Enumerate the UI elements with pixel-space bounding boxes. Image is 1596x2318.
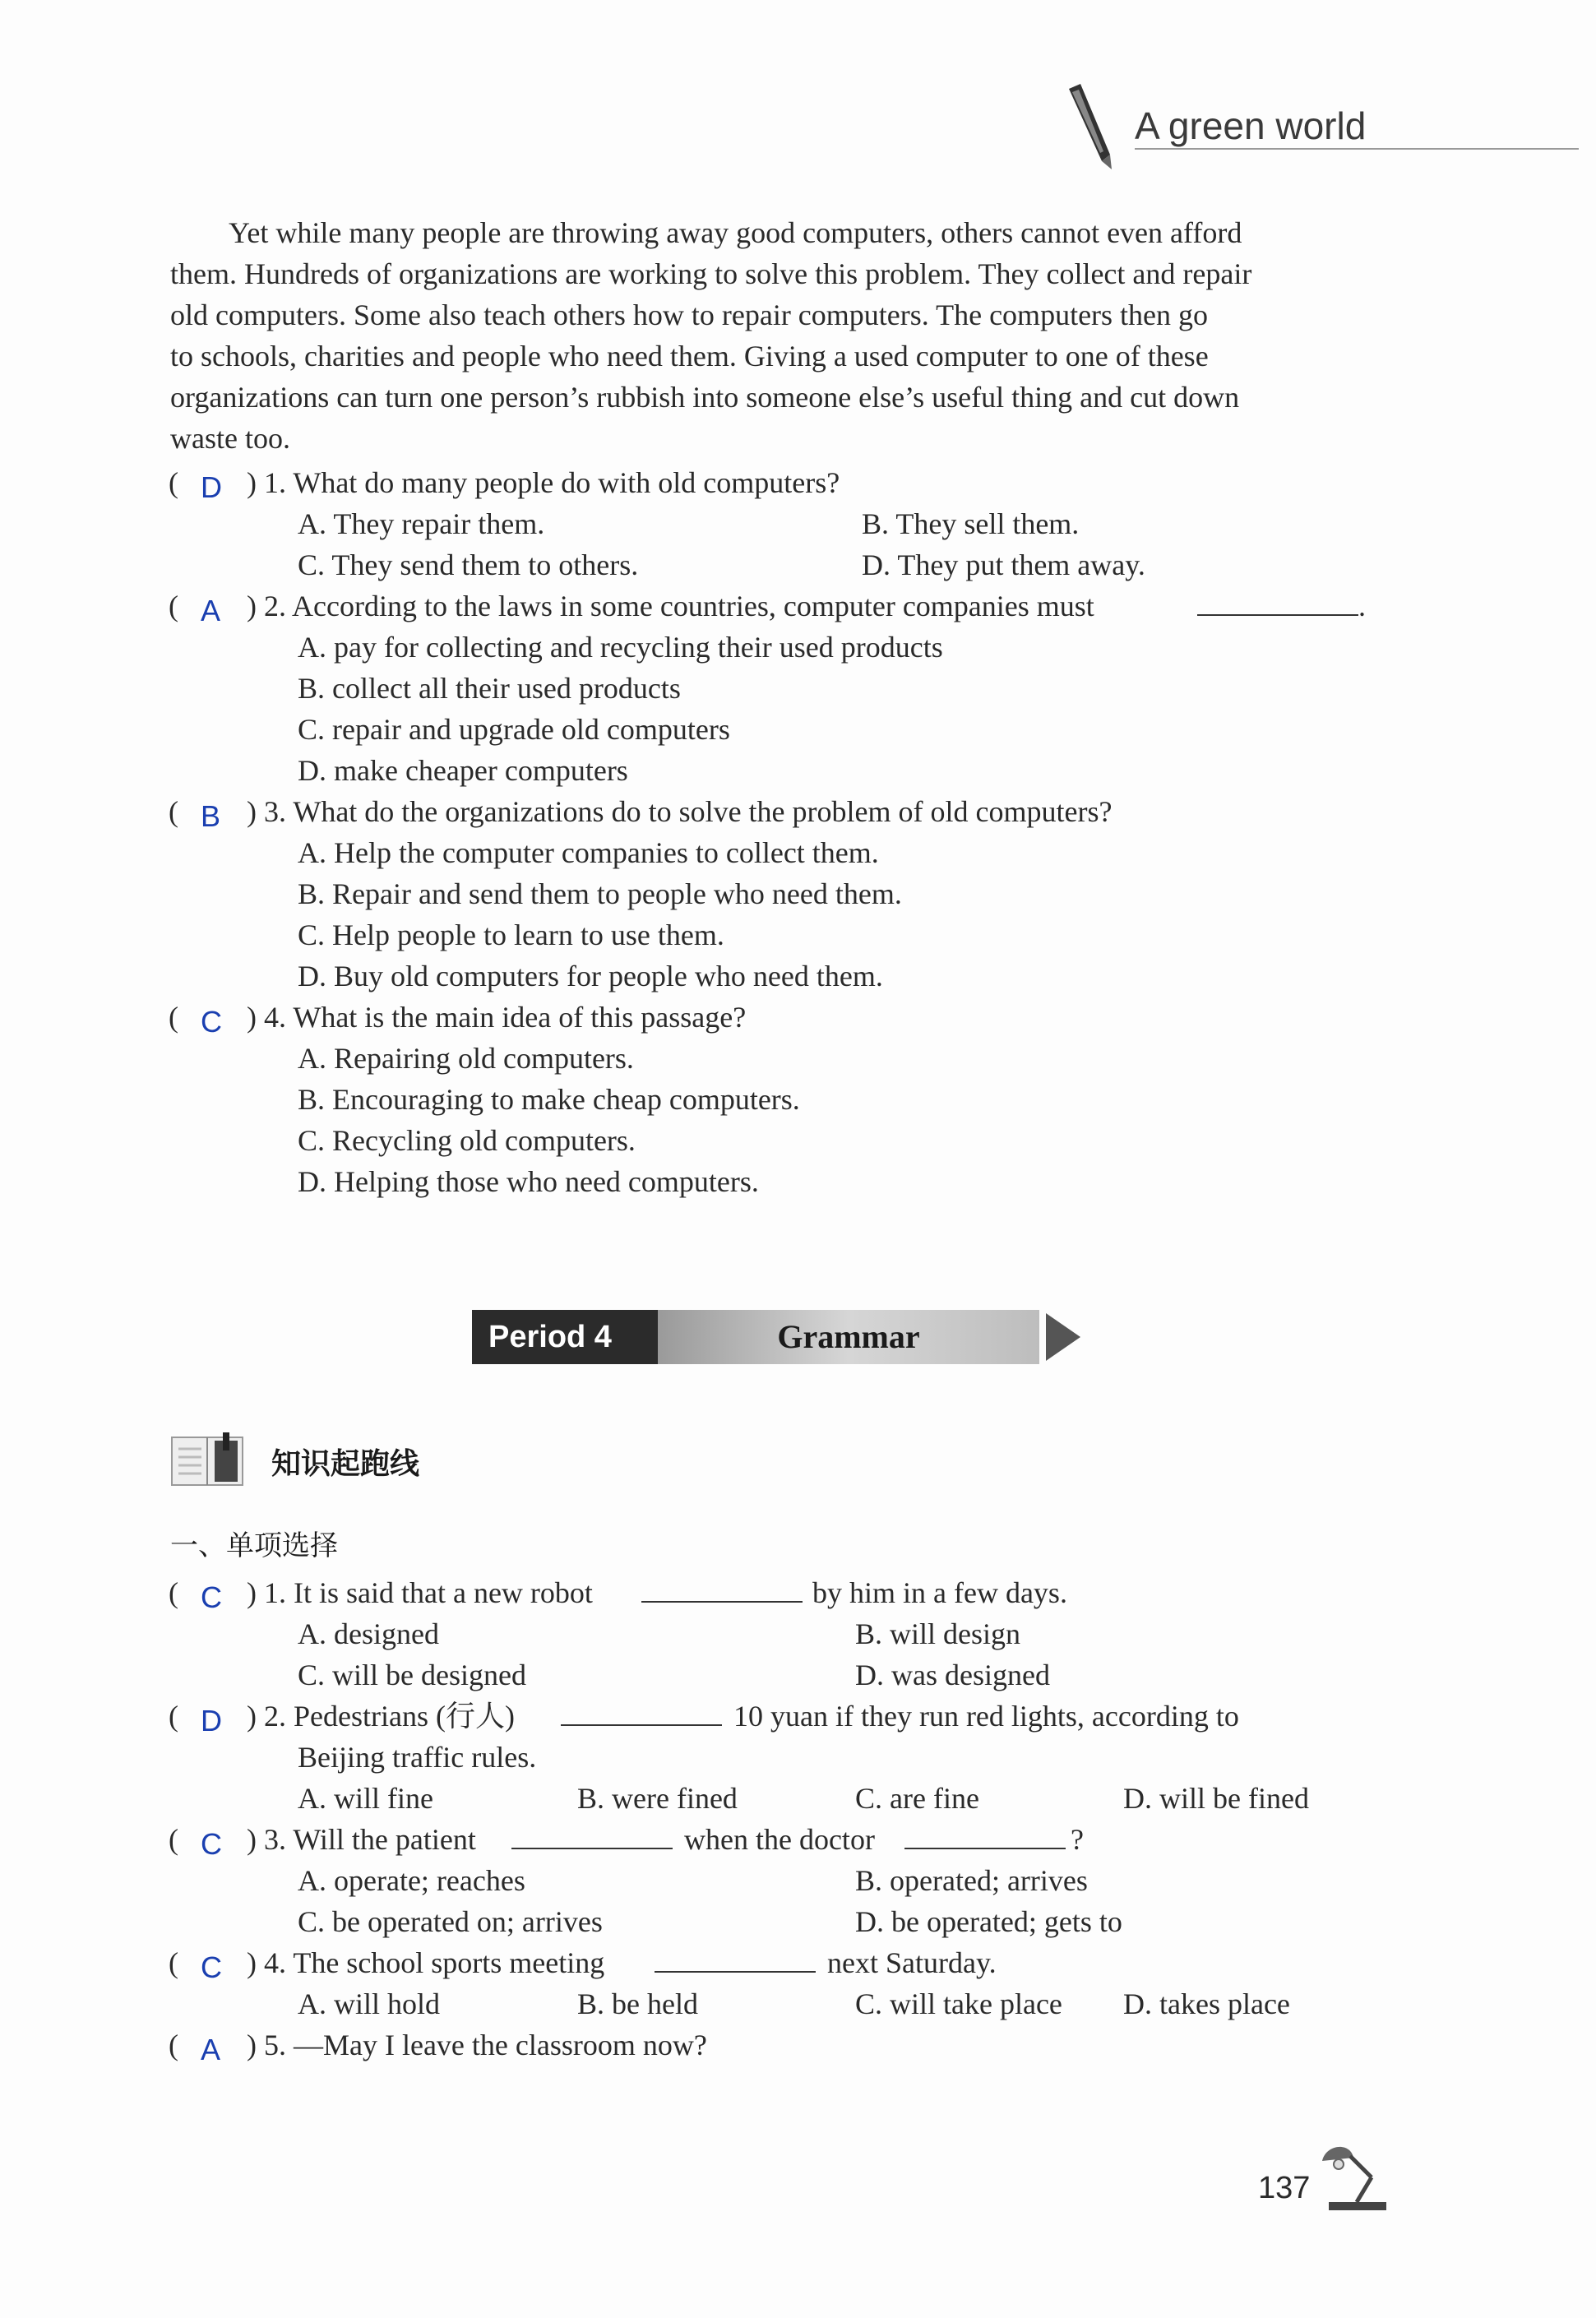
section-subtitle: 一、单项选择 [170,1529,338,1562]
option-c: C. are fine [855,1782,979,1815]
question-paren: ( [169,1946,178,1979]
option-a: A. designed [298,1617,439,1650]
option-c: C. will be designed [298,1659,526,1691]
question-paren: ( [169,590,178,622]
passage-line-4: to schools, charities and people who need them. Giving a used computer to one of these [170,340,1209,372]
option-b: B. will design [855,1617,1021,1650]
question-stem: ) 5. —May I leave the classroom now? [247,2029,707,2061]
answer-blank[interactable] [904,1819,1066,1860]
option-b: B. collect all their used products [298,672,681,705]
option-b: B. were fined [577,1782,738,1815]
section-title: 知识起跑线 [271,1447,420,1481]
question-stem-continued: Beijing traffic rules. [298,1741,537,1774]
question-paren: ( [169,1700,178,1733]
option-c: C. be operated on; arrives [298,1905,603,1938]
option-d: D. will be fined [1123,1782,1309,1815]
answer-blank[interactable] [511,1819,673,1860]
answer-mark: D [201,470,222,504]
option-d: D. Buy old computers for people who need them. [298,960,883,992]
answer-mark: A [201,2033,221,2066]
option-a: A. pay for collecting and recycling their used products [298,631,943,664]
question-stem: ) 3. Will the patient [247,1823,476,1856]
answer-mark: D [201,1704,222,1737]
book-icon [170,1431,246,1488]
passage-line-1: Yet while many people are throwing away good computers, others cannot even afford [229,216,1242,249]
question-stem-end: next Saturday. [827,1946,997,1979]
period-label: Period 4 [472,1310,658,1364]
option-a: A. Help the computer companies to collect them. [298,836,879,869]
period-banner [472,1310,1039,1364]
question-stem: ) 4. What is the main idea of this passage? [247,1001,747,1034]
option-a: A. will hold [298,1987,441,2020]
question-paren: ( [169,1576,178,1609]
passage-line-3: old computers. Some also teach others how to repair computers. The computers then go [170,298,1209,331]
question-stem-middle: when the doctor [684,1823,875,1856]
option-d: D. They put them away. [862,548,1145,581]
page-number: 137 [1258,2171,1311,2205]
option-d: D. make cheaper computers [298,754,628,787]
question-stem: ) 3. What do the organizations do to solve the problem of old computers? [247,795,1113,828]
desk-lamp-icon [1317,2136,1388,2215]
period-topic: Grammar [658,1310,1039,1364]
option-b: B. be held [577,1987,698,2020]
arrow-right-icon [1046,1313,1080,1361]
answer-mark: B [201,799,221,833]
question-stem-end: ? [1071,1823,1084,1856]
answer-blank[interactable] [655,1942,816,1983]
passage-line-5: organizations can turn one person’s rubbish into someone else’s useful thing and cut down [170,381,1240,414]
option-a: A. Repairing old computers. [298,1042,634,1075]
question-stem: ) 1. What do many people do with old computers? [247,466,840,499]
option-a: A. will fine [298,1782,433,1815]
header-title: A green world [1135,104,1367,147]
answer-mark: C [201,1950,222,1984]
answer-blank[interactable] [561,1696,722,1737]
option-c: C. Help people to learn to use them. [298,918,724,951]
question-paren: ( [169,795,178,828]
option-d: D. Helping those who need computers. [298,1165,759,1198]
answer-mark: C [201,1005,222,1039]
answer-mark: A [201,594,221,627]
answer-mark: C [201,1827,222,1861]
question-stem: ) 2. Pedestrians (行人) [247,1700,515,1733]
option-c: C. They send them to others. [298,548,639,581]
question-stem-middle: 10 yuan if they run red lights, according to [733,1700,1239,1733]
option-a: A. They repair them. [298,507,545,540]
header-rule [1135,148,1579,150]
option-c: C. repair and upgrade old computers [298,713,730,746]
passage-line-2: them. Hundreds of organizations are working to solve this problem. They collect and repair [170,257,1252,290]
option-d: D. was designed [855,1659,1050,1691]
option-b: B. They sell them. [862,507,1080,540]
passage-line-6: waste too. [170,422,290,455]
answer-blank[interactable] [641,1572,803,1613]
answer-blank[interactable]: . [1197,585,1366,627]
option-d: D. takes place [1123,1987,1290,2020]
option-b: B. Encouraging to make cheap computers. [298,1083,800,1116]
question-stem-end: by him in a few days. [812,1576,1067,1609]
option-d: D. be operated; gets to [855,1905,1122,1938]
question-stem: ) 4. The school sports meeting [247,1946,605,1979]
option-b: B. operated; arrives [855,1864,1088,1897]
question-paren: ( [169,1823,178,1856]
question-paren: ( [169,1001,178,1034]
question-paren: ( [169,466,178,499]
question-stem: ) 2. According to the laws in some countries, computer companies must [247,590,1094,622]
pen-icon [1061,82,1118,173]
question-stem: ) 1. It is said that a new robot [247,1576,593,1609]
option-c: C. Recycling old computers. [298,1124,636,1157]
option-c: C. will take place [855,1987,1062,2020]
option-a: A. operate; reaches [298,1864,525,1897]
answer-mark: C [201,1580,222,1614]
question-paren: ( [169,2029,178,2061]
option-b: B. Repair and send them to people who need them. [298,877,902,910]
